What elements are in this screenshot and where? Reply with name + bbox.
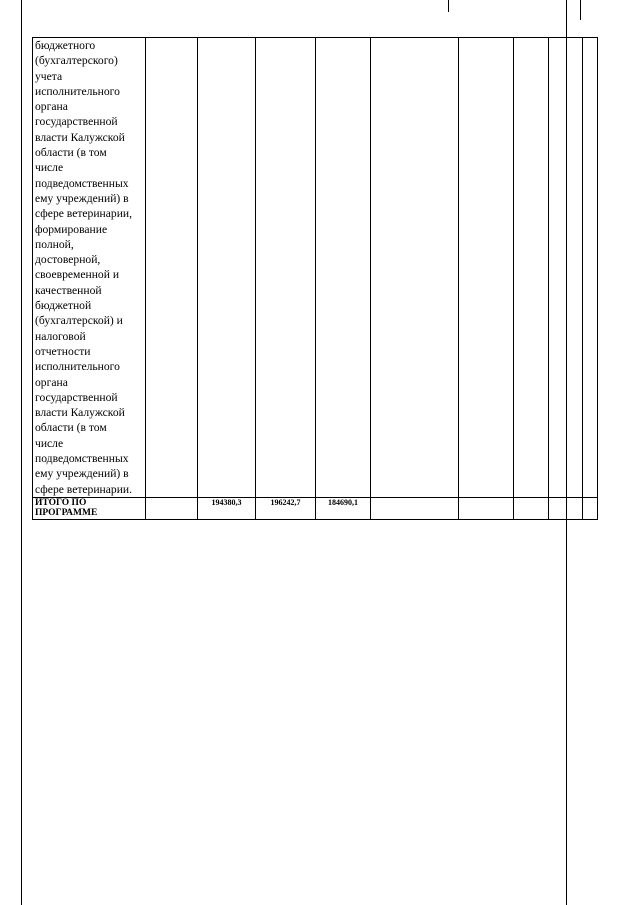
total-value-1: 194380,3 <box>198 497 256 519</box>
table-cell <box>459 497 514 519</box>
top-right-mark <box>580 0 581 20</box>
table-cell <box>371 497 459 519</box>
table-cell <box>316 38 371 498</box>
table-cell <box>514 497 549 519</box>
top-mark <box>448 0 449 12</box>
table-cell <box>146 38 198 498</box>
program-table <box>32 37 598 520</box>
table-row <box>33 38 598 498</box>
table-cell <box>567 497 583 519</box>
table-cell <box>549 38 567 498</box>
table-cell <box>514 38 549 498</box>
table-cell <box>256 38 316 498</box>
total-row <box>33 497 598 519</box>
table-cell <box>583 38 598 498</box>
left-margin-line <box>21 0 22 905</box>
total-label: ИТОГО ПО ПРОГРАММЕ <box>33 497 146 519</box>
activity-description: бюджетного (бухгалтерского) учета исполнительного органа государственной власти Калужской области (в том числе подведомственных ему учреждений) в сфере ветеринарии, формирование полной, достоверной, своевременной и качественной бюджетной (бухгалтерской) и налоговой отчетности исполнительного органа государственной власти Калужской области (в том числе подведомственных ему учреждений) в сфере ветеринарии. <box>33 38 146 498</box>
table-cell <box>583 497 598 519</box>
table-cell <box>549 497 567 519</box>
table-cell <box>567 38 583 498</box>
table-cell <box>459 38 514 498</box>
total-value-2: 196242,7 <box>256 497 316 519</box>
table-cell <box>146 497 198 519</box>
table-cell <box>371 38 459 498</box>
total-value-3: 184690,1 <box>316 497 371 519</box>
table-cell <box>198 38 256 498</box>
